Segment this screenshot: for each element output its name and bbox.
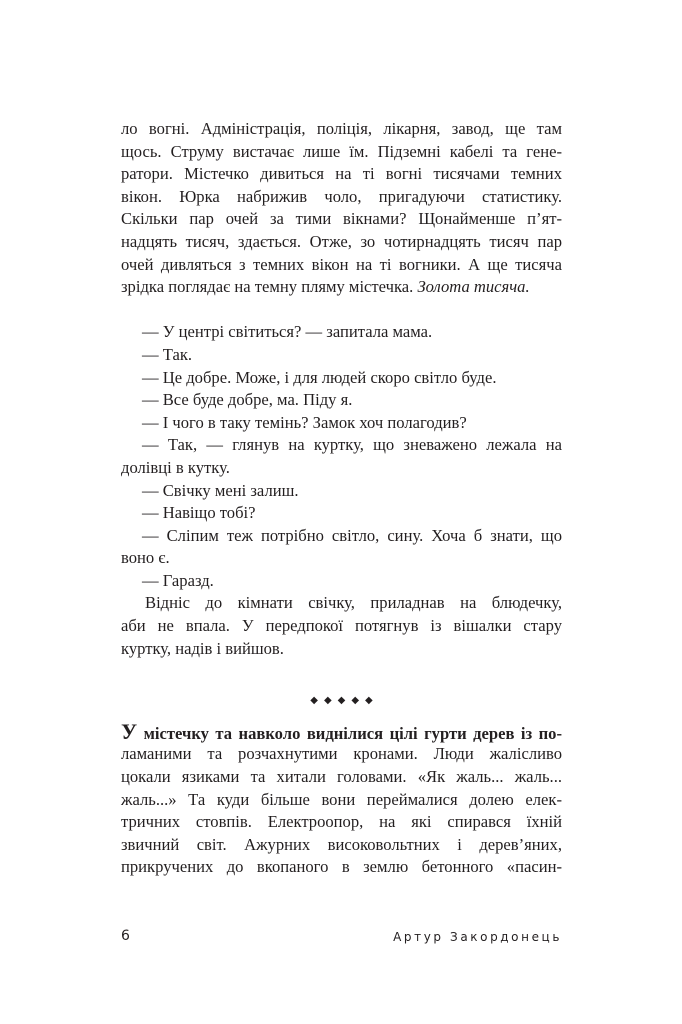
dialogue-line-continued: воно є. bbox=[121, 548, 170, 568]
paragraph-2 bbox=[121, 592, 562, 660]
dialogue-line-continued: долівці в кутку. bbox=[121, 457, 230, 477]
dialogue-line: — Сліпим теж потрібно світло, сину. Хоча б знати, що bbox=[142, 525, 562, 545]
text-italic: Золота тисяча. bbox=[417, 277, 530, 297]
text-line: Скільки пар очей за тими вікнами? Щонайменше п’ят- bbox=[121, 209, 562, 229]
text-line: надцять тисяч, здається. Отже, зо чотирнадцять тисяч пар bbox=[121, 231, 562, 251]
page-number: 6 bbox=[121, 928, 130, 944]
section-2 bbox=[121, 718, 562, 879]
text-line: ло вогні. Адміністрація, поліція, лікарня, завод, ще там bbox=[121, 119, 562, 138]
dialogue-line: — Так, — глянув на куртку, що зневажено лежала на bbox=[142, 435, 562, 455]
text-line-last bbox=[121, 276, 562, 299]
book-page-body bbox=[121, 118, 562, 879]
text-line-last: куртку, надів і вийшов. bbox=[121, 638, 284, 658]
text-line: ратори. Містечко дивиться на ті вогні тисячами темних bbox=[121, 164, 562, 184]
dialogue-line: — У центрі світиться? — запитала мама. bbox=[142, 322, 433, 342]
text-line-first bbox=[121, 718, 562, 744]
dialogue-line: — Все буде добре, ма. Піду я. bbox=[142, 390, 353, 410]
text-line: жаль...» Та куди більше вони переймалися долею елек- bbox=[121, 789, 562, 809]
text-line: тричних стовпів. Електроопор, на які спирався їхній bbox=[121, 812, 562, 832]
text-line: цокали язиками та хитали головами. «Як жаль... жаль... bbox=[121, 767, 562, 787]
running-footer-author: Артур Закордонець bbox=[393, 930, 562, 944]
dialogue-line: — Гаразд. bbox=[142, 570, 214, 590]
text-line: Відніс до кімнати свічку, приладнав на блюдечку, bbox=[145, 593, 562, 613]
text-line: щось. Струму вистачає лише їм. Підземні кабелі та гене- bbox=[121, 141, 562, 161]
drop-cap: У bbox=[121, 718, 138, 744]
text-line: аби не впала. У передпокої потягнув із вішалки стару bbox=[121, 616, 562, 636]
section-separator: ◆◆◆◆◆ bbox=[310, 695, 379, 707]
page-footer bbox=[121, 928, 562, 950]
text-plain: зрідка поглядає на темну пляму містечка. bbox=[121, 277, 418, 297]
text-line: звичний світ. Ажурних високовольтних і дерев’яних, bbox=[121, 834, 562, 854]
text-line: очей дивляться з темних вікон на ті вогники. А ще тисяча bbox=[121, 254, 562, 274]
paragraph-1 bbox=[121, 118, 562, 299]
dialogue-line: — Так. bbox=[142, 344, 193, 364]
text-line: ламаними та розчахнутими кронами. Люди жалісливо bbox=[121, 744, 562, 764]
dialogue-line: — Свічку мені залиш. bbox=[142, 480, 299, 500]
text-line: прикручених до вкопаного в землю бетонного «пасин- bbox=[121, 857, 562, 877]
text-bold: містечку та навколо виднілися цілі гурти дерев із по- bbox=[137, 723, 562, 743]
dialogue-line: — Навіщо тобі? bbox=[142, 503, 256, 523]
dialogue-block bbox=[121, 321, 562, 592]
dialogue-line: — І чого в таку темінь? Замок хоч полагодив? bbox=[142, 412, 467, 432]
dialogue-line: — Це добре. Може, і для людей скоро світло буде. bbox=[142, 367, 497, 387]
text-line: вікон. Юрка набрижив чоло, пригадуючи статистику. bbox=[121, 186, 562, 206]
